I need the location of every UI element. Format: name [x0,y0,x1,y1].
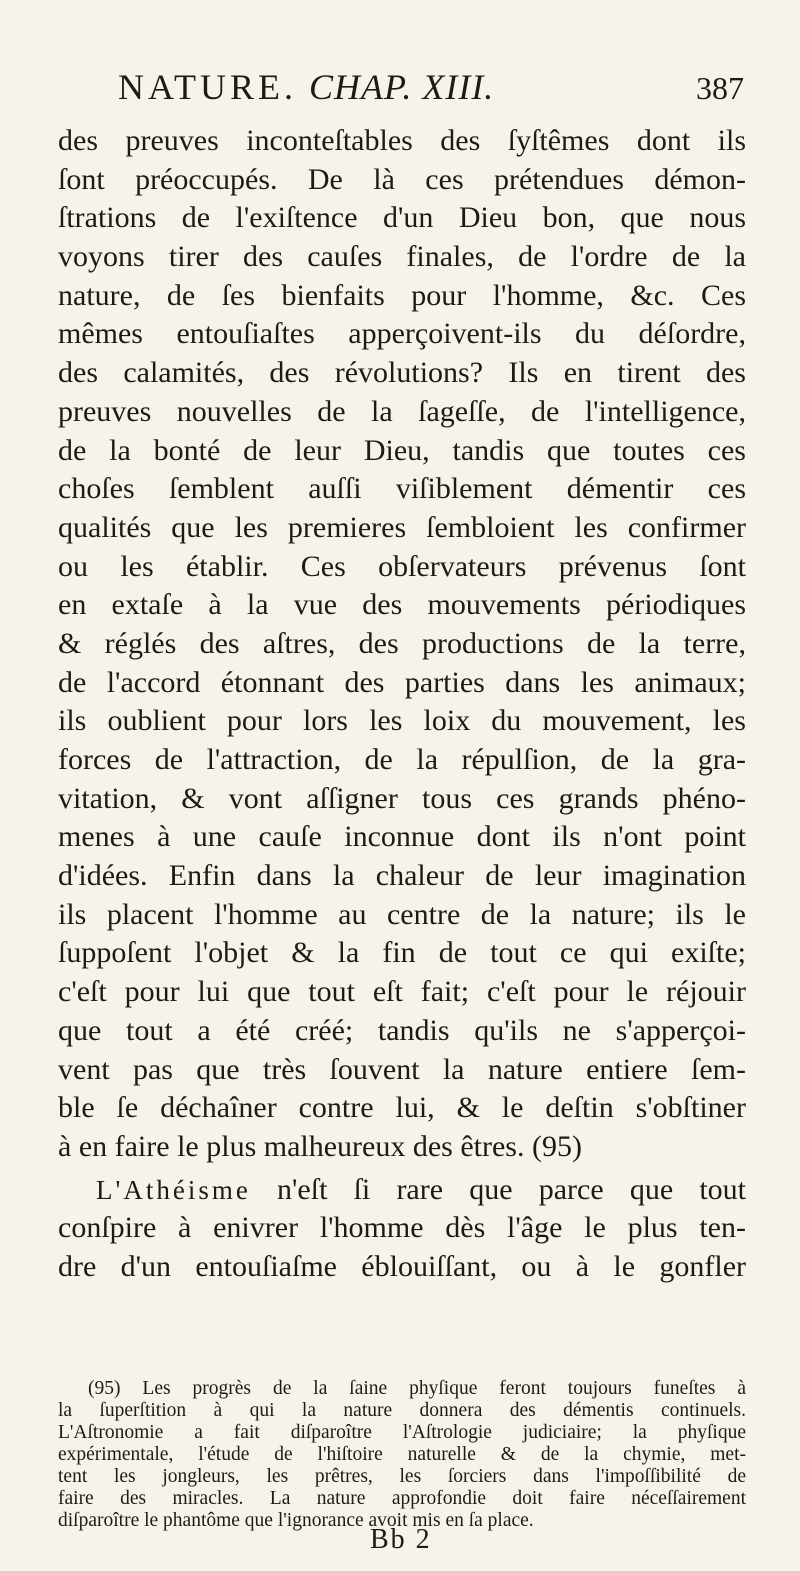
text-line: en extaſe à la vue des mouvements périodiques [58,588,746,622]
text-line: ſtrations de l'exiſtence d'un Dieu bon, que nous [58,201,746,235]
text-line: ſont préoccupés. De là ces prétendues démon- [58,162,746,196]
text-line: c'eſt pour lui que tout eſt fait; c'eſt pour le réjouir [58,975,746,1009]
main-text [58,122,746,1287]
text-line: d'idées. Enfin dans la chaleur de leur imagination [58,859,746,893]
text-line: de la bonté de leur Dieu, tandis que toutes ces [58,433,746,467]
text-line: & réglés des aſtres, des productions de la terre, [58,626,746,660]
page-number: 387 [696,70,744,106]
footnote [58,1378,746,1532]
lead-word: L'Athéisme [96,1174,251,1205]
paragraph-opening-line [58,1171,746,1210]
running-head-title: NATURE. [118,67,297,107]
footnote-line: tent les jongleurs, les prêtres, les ſorciers dans l'impoſſibilité de [58,1466,746,1487]
text-line: menes à une cauſe inconnue dont ils n'ont point [58,820,746,854]
text-line: de l'accord étonnant des parties dans les animaux; [58,665,746,699]
text-line: que tout a été créé; tandis qu'ils ne s'apperçoi- [58,1013,746,1047]
text-line: ble ſe déchaîner contre lui, & le deſtin s'obſtiner [58,1091,746,1125]
text-line: vent pas que très ſouvent la nature entiere ſem- [58,1052,746,1086]
text-line: ſuppoſent l'objet & la fin de tout ce qui exiſte; [58,936,746,970]
running-head [118,66,494,108]
text-line: dre d'un entouſiaſme éblouiſſant, ou à le gonfler [58,1249,746,1283]
text-line: conſpire à enivrer l'homme dès l'âge le plus ten- [58,1211,746,1245]
text-line: à en faire le plus malheureux des êtres. (95) [58,1129,582,1163]
footnote-line: diſparoître le phantôme que l'ignorance avoit mis en ſa place. [58,1510,534,1531]
footnote-line: (95) Les progrès de la ſaine phyſique feront toujours funeſtes à [88,1378,746,1399]
text-line: preuves nouvelles de la ſageſſe, de l'intelligence, [58,394,746,428]
text-line: des calamités, des révolutions? Ils en tirent des [58,356,746,390]
text-line: vitation, & vont aſſigner tous ces grands phéno- [58,781,746,815]
text-line: ils oublient pour lors les loix du mouvement, les [58,704,746,738]
text-line: qualités que les premieres ſembloient les confirmer [58,510,746,544]
text-line: ils placent l'homme au centre de la nature; ils le [58,897,746,931]
text-line: des preuves inconteſtables des ſyſtêmes dont ils [58,124,746,157]
footnote-line: la ſuperſtition à qui la nature donnera des démentis continuels. [58,1400,746,1421]
text-line: nature, de ſes bienfaits pour l'homme, &c. Ces [58,278,746,312]
text-line: mêmes entouſiaſtes apperçoivent-ils du déſordre, [58,317,746,351]
text-line: voyons tirer des cauſes finales, de l'ordre de la [58,240,746,274]
footnote-line: L'Aſtronomie a fait diſparoître l'Aſtrologie judiciaire; la phyſique [58,1422,746,1443]
text-line: ou les établir. Ces obſervateurs prévenus ſont [58,549,746,583]
footnote-line: faire des miracles. La nature approfondie doit faire néceſſairement [58,1488,746,1509]
page-header [0,66,800,116]
signature-mark: Bb 2 [370,1524,432,1555]
footnote-line: expérimentale, l'étude de l'hiſtoire naturelle & de la chymie, met- [58,1444,746,1465]
text-line: choſes ſemblent auſſi viſiblement démentir ces [58,472,746,506]
opening-line-rest: n'eſt ſi rare que parce que tout [277,1172,746,1206]
text-line: forces de l'attraction, de la répulſion, de la gra- [58,743,746,776]
chapter-label: CHAP. XIII. [309,67,495,107]
